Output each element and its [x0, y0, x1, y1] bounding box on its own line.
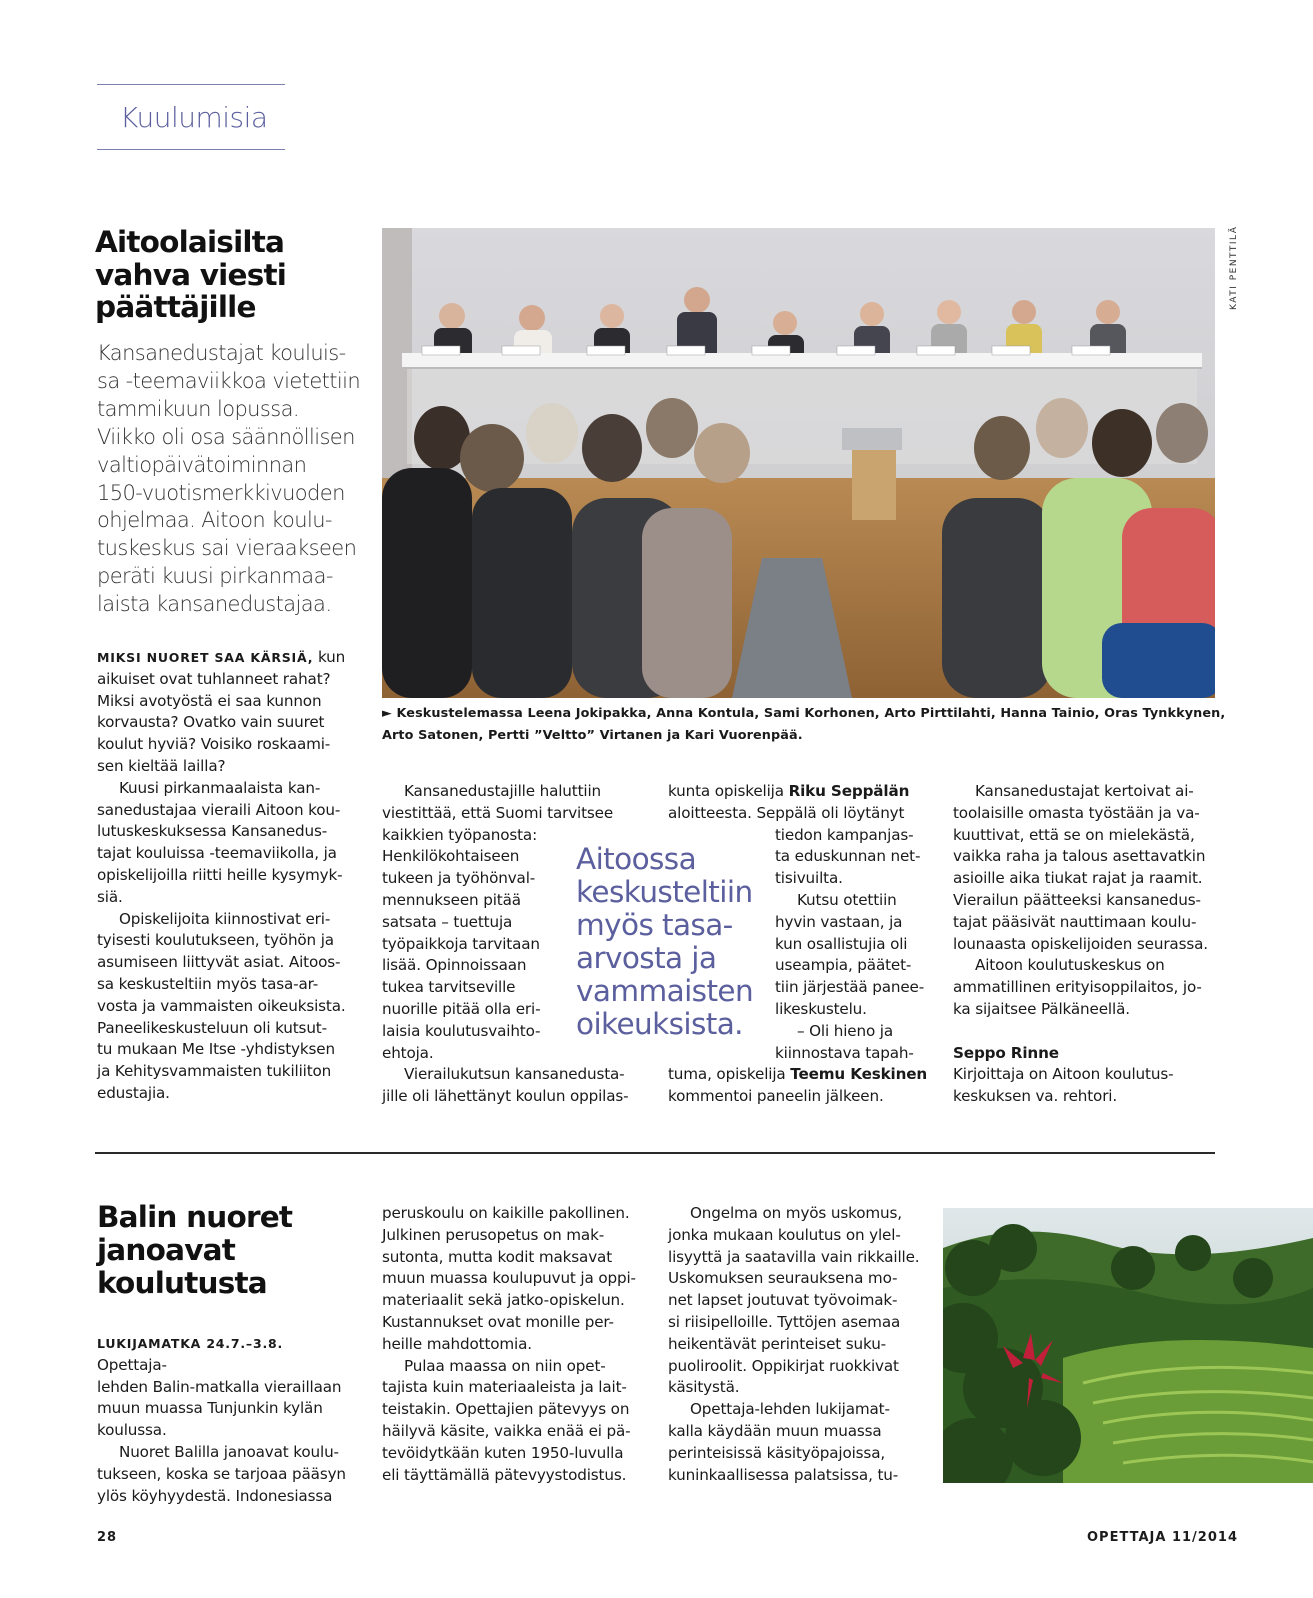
section-title: Kuulumisia — [120, 101, 268, 134]
body-line: Nuoret Balilla janoavat koulu- — [119, 1442, 339, 1461]
body-line: jille oli lähettänyt koulun oppilas- — [382, 1087, 629, 1106]
body-line: Uskomuksen seurauksena mo- — [668, 1269, 898, 1288]
body-line: ta eduskunnan net- — [775, 847, 921, 866]
lead-line: Viikko oli osa säännöllisen — [97, 424, 355, 449]
person-name: Teemu Keskinen — [790, 1065, 928, 1084]
author-bio-line: Kirjoittaja on Aitoon koulutus- — [953, 1065, 1174, 1084]
body-line: puoliroolit. Oppikirjat ruokkivat — [668, 1356, 899, 1375]
body-line: Opiskelijoita kiinnostivat eri- — [119, 909, 331, 928]
body-line: tiin järjestää panee- — [775, 978, 925, 997]
body-line: Henkilökohtaiseen — [382, 847, 520, 866]
body-line: tisivuilta. — [775, 869, 843, 888]
body-line: Kansanedustajille haluttiin — [404, 782, 602, 800]
body-line: kun — [317, 648, 346, 666]
body-line: – Oli hieno ja — [797, 1021, 894, 1040]
article1-column-1 — [97, 647, 352, 1105]
body-line: tajat pääsivät nauttimaan koulu- — [953, 912, 1197, 931]
body-line: materiaalit sekä jatko-opiskelun. — [382, 1291, 625, 1310]
body-line: laisia koulutusvaihto- — [382, 1021, 541, 1040]
page-number: 28 — [97, 1530, 118, 1545]
body-line: Pulaa maassa on niin opet- — [404, 1356, 606, 1375]
body-line: sutonta, mutta kodit maksavat — [382, 1247, 612, 1266]
body-line: Kustannukset ovat monille per- — [382, 1312, 614, 1331]
body-line: Kuusi pirkanmaalaista kan- — [119, 778, 321, 797]
body-line: muun muassa Tunjunkin kylän — [97, 1399, 323, 1418]
article2-column-2 — [382, 1203, 647, 1486]
body-line: perinteisissä käsityöpajoissa, — [668, 1443, 886, 1462]
body-line: ylös köyhyydestä. Indonesiassa — [97, 1486, 333, 1505]
lead-line: valtiopäivätoiminnan — [97, 452, 307, 477]
body-line: kaikkien työpanosta: — [382, 825, 538, 844]
body-line: Aitoon koulutuskeskus on — [975, 956, 1165, 975]
headline-line: päättäjille — [95, 290, 256, 324]
body-line: satsata – tuettuja — [382, 912, 513, 931]
body-line: ja Kehitysvammaisten tukiliiton — [97, 1062, 332, 1081]
body-line: lisää. Opinnoissaan — [382, 956, 527, 975]
section-rule-bottom — [97, 149, 285, 150]
lead-line: tammikuun lopussa. — [97, 396, 299, 421]
lead-line: ohjelmaa. Aitoon koulu- — [97, 508, 332, 533]
body-line: jonka mukaan koulutus on ylel- — [668, 1225, 901, 1244]
author-bio-line: keskuksen va. rehtori. — [953, 1087, 1118, 1106]
article-divider — [95, 1152, 1215, 1154]
pull-quote-line: oikeuksista. — [576, 1007, 743, 1041]
body-line: Opettaja-lehden lukijamat- — [690, 1400, 890, 1419]
bali-rice-terrace-photo — [943, 1208, 1313, 1483]
article1-column-3 — [668, 781, 928, 1108]
body-line: mennukseen pitää — [382, 890, 521, 909]
pull-quote-line: keskusteltiin — [576, 875, 753, 909]
headline-line: Balin nuoret — [97, 1200, 293, 1234]
body-line: Julkinen perusopetus on mak- — [382, 1225, 605, 1244]
body-line: kuninkaallisessa palatsissa, tu- — [668, 1465, 899, 1484]
body-line: työpaikkoja tarvitaan — [382, 934, 540, 953]
body-line: opiskelijoilla riitti heille kysymyk- — [97, 865, 343, 884]
body-line: Vierailun päätteeksi kansanedus- — [953, 890, 1201, 909]
body-line: tukeen ja työhönval- — [382, 869, 536, 888]
body-line: tiedon kampanjas- — [775, 825, 914, 844]
body-line: lehden Balin-matkalla vieraillaan — [97, 1377, 342, 1396]
body-line: lisyyttä ja saatavilla vain rikkaille. — [668, 1247, 920, 1266]
body-line: Kutsu otettiin — [797, 890, 897, 909]
body-line: asumiseen liittyvät asiat. Aitoos- — [97, 953, 341, 972]
body-line: tu mukaan Me Itse -yhdistyksen — [97, 1040, 335, 1059]
body-line: korvausta? Ovatko vain suuret — [97, 713, 325, 732]
body-line: viestittää, että Suomi tarvitsee — [382, 803, 614, 822]
article1-headline — [95, 226, 286, 324]
headline-line: janoavat — [97, 1233, 236, 1267]
panel-discussion-illustration — [382, 228, 1215, 698]
body-line: Kansanedustajat kertoivat ai- — [975, 782, 1194, 800]
article2-kicker: LUKIJAMATKA 24.7.–3.8. — [97, 1336, 284, 1351]
body-line: tukseen, koska se tarjoaa pääsyn — [97, 1464, 346, 1483]
body-line: ehtoja. — [382, 1043, 434, 1062]
body-line: lutuskeskuksessa Kansanedus- — [97, 822, 328, 841]
body-line: vosta ja vammaisten oikeuksista. — [97, 996, 346, 1015]
body-line: aikuiset ovat tuhlanneet rahat? — [97, 669, 331, 688]
lead-line: laista kansanedustajaa. — [97, 592, 332, 617]
article2-column-3 — [668, 1203, 933, 1486]
caption-line: Arto Satonen, Pertti ”Veltto” Virtanen ja Kari Vuorenpää. — [382, 728, 803, 743]
pull-quote-line: myös tasa- — [576, 908, 733, 942]
body-line: kommentoi paneelin jälkeen. — [668, 1087, 884, 1106]
body-line: tevöidytkään kuten 1950-luvulla — [382, 1443, 624, 1462]
body-line: sa keskusteltiin myös tasa-ar- — [97, 974, 319, 993]
body-line: lounaasta opiskelijoiden seurassa. — [953, 934, 1208, 953]
body-line: edustajia. — [97, 1083, 170, 1102]
author-name: Seppo Rinne — [953, 1043, 1059, 1062]
body-line: hyvin vastaan, ja — [775, 912, 903, 931]
body-line: teistakin. Opettajien pätevyys on — [382, 1400, 630, 1419]
body-line: heikentävät perinteiset suku- — [668, 1334, 887, 1353]
panel-discussion-photo — [382, 228, 1215, 698]
body-line: heille mahdottomia. — [382, 1334, 532, 1353]
person-name: Riku Seppälän — [788, 782, 910, 800]
body-line: peruskoulu on kaikille pakollinen. — [382, 1204, 630, 1222]
body-line: kunta opiskelija — [668, 782, 789, 800]
body-line: kiinnostava tapah- — [775, 1043, 914, 1062]
photo-caption — [382, 703, 1225, 747]
body-line: kun osallistujia oli — [775, 934, 908, 953]
headline-line: Aitoolaisilta — [95, 225, 285, 259]
pull-quote-line: vammaisten — [576, 974, 754, 1008]
article1-kicker: MIKSI NUORET SAA KÄRSIÄ, — [97, 650, 314, 665]
body-line: net lapset joutuvat työvoimak- — [668, 1291, 898, 1310]
body-line: käsitystä. — [668, 1378, 740, 1397]
body-line: ka sijaitsee Pälkäneellä. — [953, 999, 1130, 1018]
body-line: kuuttivat, että se on mielekästä, — [953, 825, 1195, 844]
body-line: Ongelma on myös uskomus, — [690, 1204, 902, 1222]
body-line: likeskustelu. — [775, 999, 867, 1018]
magazine-issue: OPETTAJA 11/2014 — [1087, 1530, 1238, 1545]
body-line: tajista kuin materiaaleista ja lait- — [382, 1378, 627, 1397]
lead-line: sa -teemaviikkoa vietettiin — [97, 368, 361, 393]
article2-column-1 — [97, 1333, 357, 1507]
body-line: tuma, opiskelija — [668, 1065, 791, 1084]
caption-line: ► Keskustelemassa Leena Jokipakka, Anna Kontula, Sami Korhonen, Arto Pirttilahti, Hanna Tainio, Oras Tynkkynen, — [382, 706, 1226, 721]
article2-headline — [97, 1201, 292, 1300]
rice-terrace-illustration — [943, 1208, 1313, 1483]
body-line: Paneelikeskusteluun oli kutsut- — [97, 1018, 327, 1037]
article1-column-4 — [953, 781, 1218, 1108]
body-line: ammatillinen erityisoppilaitos, jo- — [953, 978, 1202, 997]
body-line: tyisesti koulutukseen, työhön ja — [97, 931, 334, 950]
body-line: muun muassa koulupuvut ja oppi- — [382, 1269, 636, 1288]
body-line: nuorille pitää olla eri- — [382, 999, 541, 1018]
article1-lead — [97, 340, 360, 619]
body-line: Miksi avotyöstä ei saa kunnon — [97, 691, 322, 710]
body-line: useampia, päätet- — [775, 956, 912, 975]
body-line: aloitteesta. Seppälä oli löytänyt — [668, 803, 905, 822]
body-line: koulussa. — [97, 1421, 167, 1440]
pull-quote-line: arvosta ja — [576, 941, 717, 975]
body-line: vaikka raha ja talous asettavatkin — [953, 847, 1206, 866]
lead-line: peräti kuusi pirkanmaa- — [97, 564, 333, 589]
pull-quote-line: Aitoossa — [576, 842, 697, 876]
body-line: siä. — [97, 887, 123, 906]
body-line: si riisipelloille. Tyttöjen asemaa — [668, 1312, 901, 1331]
body-line: asioille aika tiukat rajat ja raamit. — [953, 869, 1203, 888]
section-label — [97, 84, 285, 150]
photo-credit: KATI PENTTILÄ — [1229, 225, 1239, 310]
body-line: koulut hyviä? Voisiko roskaami- — [97, 735, 331, 754]
body-line: toolaisille omasta työstään ja va- — [953, 803, 1200, 822]
lead-line: 150-vuotismerkkivuoden — [97, 480, 345, 505]
section-rule-top — [97, 84, 285, 85]
headline-line: vahva viesti — [95, 257, 287, 292]
body-line: sen kieltää lailla? — [97, 756, 226, 775]
body-line: tukea tarvitseville — [382, 978, 516, 997]
body-line: tajat kouluissa -teemaviikolla, ja — [97, 844, 337, 863]
lead-line: tuskeskus sai vieraakseen — [97, 536, 357, 561]
headline-line: koulutusta — [97, 1266, 267, 1300]
body-line: häilyvä käsite, vaikka enää ei pä- — [382, 1421, 631, 1440]
body-line: kalla käydään muun muassa — [668, 1421, 882, 1440]
body-line: Vierailukutsun kansanedusta- — [404, 1065, 625, 1084]
body-line: Opettaja- — [97, 1355, 167, 1374]
body-line: eli täyttämällä pätevyystodistus. — [382, 1465, 627, 1484]
body-line: sanedustajaa vieraili Aitoon kou- — [97, 800, 341, 819]
lead-line: Kansanedustajat kouluis- — [97, 341, 346, 365]
